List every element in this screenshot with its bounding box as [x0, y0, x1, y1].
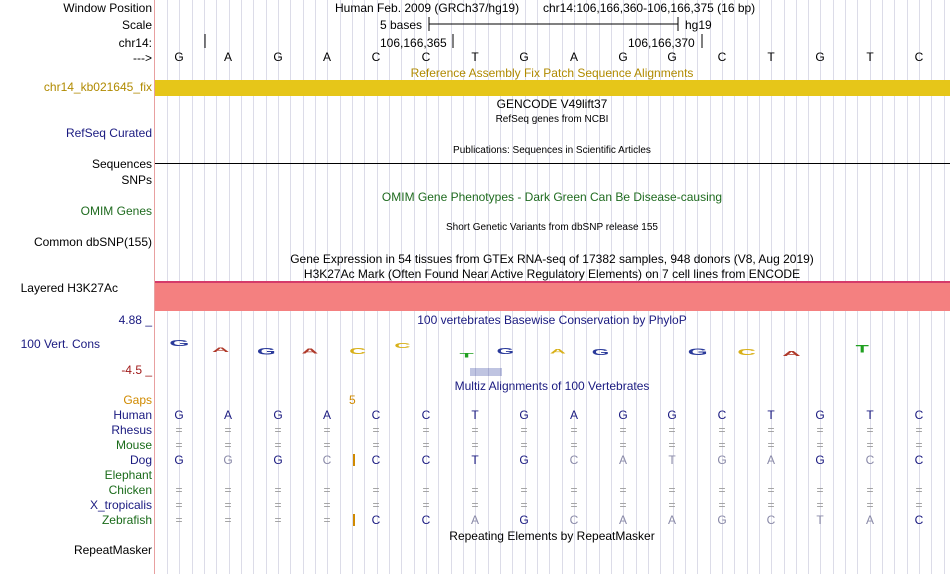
- alignment-base: =: [816, 438, 824, 452]
- alignment-base: =: [323, 513, 331, 527]
- alignment-base: =: [224, 513, 232, 527]
- reference-base: G: [667, 50, 677, 64]
- alignment-base: A: [618, 513, 627, 527]
- alignment-base: =: [718, 423, 726, 437]
- alignment-base: =: [175, 513, 183, 527]
- reference-base: A: [322, 50, 331, 64]
- alignment-base: G: [519, 453, 529, 467]
- svg-text:G: G: [169, 340, 190, 349]
- alignment-base: =: [718, 438, 726, 452]
- alignment-base: T: [668, 453, 676, 467]
- alignment-base: =: [175, 423, 183, 437]
- alignment-base: =: [422, 498, 430, 512]
- repeatmasker-label[interactable]: RepeatMasker: [73, 543, 152, 557]
- alignment-base: =: [274, 438, 282, 452]
- alignment-base: =: [520, 483, 528, 497]
- chr-label: chr14:: [118, 36, 152, 50]
- alignment-base: =: [866, 483, 874, 497]
- reference-base: A: [223, 50, 232, 64]
- snps-label[interactable]: SNPs: [121, 173, 152, 187]
- alignment-base: =: [274, 423, 282, 437]
- svg-text:A: A: [782, 349, 801, 358]
- alignment-base: A: [667, 513, 676, 527]
- alignment-base: A: [569, 408, 578, 422]
- position-range-text: chr14:106,166,360-106,166,375 (16 bp): [543, 1, 756, 15]
- species-label[interactable]: Elephant: [104, 468, 152, 482]
- species-label[interactable]: Chicken: [108, 483, 152, 497]
- alignment-base: =: [767, 438, 775, 452]
- alignment-base: =: [471, 483, 479, 497]
- alignment-base: G: [618, 408, 628, 422]
- svg-text:C: C: [737, 348, 756, 358]
- alignment-base: =: [668, 498, 676, 512]
- alignment-base: G: [519, 513, 529, 527]
- omim-label[interactable]: OMIM Genes: [80, 204, 152, 218]
- alignment-base: T: [471, 453, 479, 467]
- alignment-base: =: [915, 423, 923, 437]
- alignment-base: T: [816, 513, 824, 527]
- alignment-base: =: [816, 423, 824, 437]
- species-label[interactable]: Zebrafish: [101, 513, 152, 527]
- fix-patch-bar[interactable]: [155, 80, 950, 96]
- chr-tick-1: 106,166,365: [380, 36, 447, 50]
- alignment-base: =: [471, 438, 479, 452]
- alignment-base: =: [175, 483, 183, 497]
- alignment-base: =: [224, 423, 232, 437]
- alignment-base: G: [815, 408, 825, 422]
- strand-arrow-label: --->: [133, 51, 152, 65]
- reference-base: G: [273, 50, 283, 64]
- alignment-base: =: [224, 498, 232, 512]
- reference-base: C: [421, 50, 431, 64]
- alignment-base: T: [767, 408, 775, 422]
- alignment-base: A: [618, 453, 627, 467]
- alignment-base: =: [915, 438, 923, 452]
- omim-title: OMIM Gene Phenotypes - Dark Green Can Be Disease-causing: [381, 190, 723, 204]
- insertion-mark: [353, 454, 355, 466]
- alignment-base: =: [668, 423, 676, 437]
- alignment-base: =: [619, 438, 627, 452]
- alignment-base: =: [866, 498, 874, 512]
- alignment-base: =: [175, 498, 183, 512]
- alignment-base: =: [471, 498, 479, 512]
- alignment-base: G: [273, 453, 283, 467]
- alignment-base: G: [717, 513, 727, 527]
- sequences-track-line: [155, 163, 950, 164]
- species-label[interactable]: Mouse: [115, 438, 152, 452]
- h3k27ac-signal[interactable]: [155, 281, 950, 311]
- alignment-base: =: [520, 498, 528, 512]
- species-label[interactable]: Human: [113, 408, 152, 422]
- phylop-label[interactable]: 100 Vert. Cons: [20, 337, 100, 351]
- window-position-label: Window Position: [63, 1, 152, 15]
- alignment-base: C: [717, 408, 727, 422]
- reference-base: T: [471, 50, 479, 64]
- svg-text:G: G: [591, 347, 610, 357]
- reference-base: A: [569, 50, 578, 64]
- alignment-base: =: [619, 498, 627, 512]
- reference-base: C: [371, 50, 381, 64]
- svg-text:C: C: [349, 346, 367, 356]
- svg-text:T: T: [459, 351, 474, 360]
- alignment-base: A: [766, 453, 775, 467]
- alignment-base: G: [667, 408, 677, 422]
- alignment-base: A: [322, 408, 331, 422]
- phylop-min-label: -4.5 _: [121, 363, 152, 377]
- alignment-base: =: [866, 438, 874, 452]
- alignment-base: C: [865, 453, 875, 467]
- reference-base: G: [815, 50, 825, 64]
- scale-text: 5 bases: [380, 18, 423, 32]
- alignment-base: A: [470, 513, 479, 527]
- alignment-base: C: [421, 408, 431, 422]
- phylop-title: 100 vertebrates Basewise Conservation by PhyloP: [417, 313, 687, 327]
- publications-title: Publications: Sequences in Scientific Articles: [453, 145, 651, 156]
- h3k27ac-label[interactable]: Layered H3K27Ac: [20, 281, 118, 295]
- svg-text:C: C: [394, 341, 411, 350]
- alignment-base: C: [569, 453, 579, 467]
- alignment-base: C: [914, 408, 924, 422]
- alignment-base: =: [323, 483, 331, 497]
- multiz-title: Multiz Alignments of 100 Vertebrates: [454, 379, 650, 393]
- fix-patch-title: Reference Assembly Fix Patch Sequence Alignments: [410, 66, 694, 80]
- svg-text:A: A: [549, 348, 566, 356]
- svg-text:A: A: [301, 346, 319, 356]
- alignment-base: =: [866, 423, 874, 437]
- alignment-base: =: [422, 423, 430, 437]
- alignment-base: C: [914, 513, 924, 527]
- phylop-logo-track: [155, 340, 950, 376]
- assembly-text: Human Feb. 2009 (GRCh37/hg19): [335, 1, 520, 15]
- alignment-base: G: [223, 453, 233, 467]
- alignment-base: =: [372, 483, 380, 497]
- alignment-base: =: [224, 438, 232, 452]
- alignment-base: C: [371, 513, 381, 527]
- alignment-base: =: [372, 438, 380, 452]
- alignment-base: =: [471, 423, 479, 437]
- alignment-base: G: [174, 453, 184, 467]
- alignment-base: =: [323, 438, 331, 452]
- alignment-base: G: [174, 408, 184, 422]
- reference-base: G: [519, 50, 529, 64]
- alignment-base: =: [718, 498, 726, 512]
- scale-bar: [428, 16, 680, 32]
- species-label[interactable]: X_tropicalis: [89, 498, 152, 512]
- alignment-base: =: [323, 423, 331, 437]
- alignment-base: =: [372, 498, 380, 512]
- dbsnp-title: Short Genetic Variants from dbSNP release 155: [446, 222, 658, 233]
- alignment-base: =: [767, 498, 775, 512]
- alignment-base: =: [520, 423, 528, 437]
- phylop-max-label: 4.88 _: [118, 313, 152, 327]
- alignment-base: A: [223, 408, 232, 422]
- alignment-base: =: [816, 483, 824, 497]
- refseq-label[interactable]: RefSeq Curated: [65, 126, 152, 140]
- alignment-base: =: [175, 438, 183, 452]
- alignment-base: T: [866, 408, 874, 422]
- gap-count: 5: [349, 393, 356, 407]
- alignment-base: A: [865, 513, 874, 527]
- scale-db: hg19: [685, 18, 712, 32]
- alignment-base: =: [619, 423, 627, 437]
- alignment-base: =: [274, 483, 282, 497]
- gtex-title: Gene Expression in 54 tissues from GTEx RNA-seq of 17382 samples, 948 donors (V8, Aug 2019): [290, 252, 814, 266]
- reference-base: G: [618, 50, 628, 64]
- alignment-base: =: [915, 498, 923, 512]
- svg-text:G: G: [687, 347, 708, 358]
- svg-text:T: T: [855, 342, 869, 356]
- alignment-base: =: [619, 483, 627, 497]
- alignment-base: =: [570, 423, 578, 437]
- reference-base: T: [866, 50, 874, 64]
- alignment-base: =: [520, 438, 528, 452]
- alignment-base: =: [816, 498, 824, 512]
- alignment-base: C: [371, 408, 381, 422]
- refseq-title: RefSeq genes from NCBI: [495, 114, 609, 125]
- alignment-base: =: [274, 513, 282, 527]
- alignment-base: =: [767, 423, 775, 437]
- gencode-title: GENCODE V49lift37: [496, 97, 608, 111]
- repeatmasker-title: Repeating Elements by RepeatMasker: [449, 529, 655, 543]
- svg-text:A: A: [212, 346, 230, 354]
- alignment-base: C: [569, 513, 579, 527]
- alignment-base: =: [372, 423, 380, 437]
- alignment-base: =: [668, 438, 676, 452]
- gaps-label: Gaps: [123, 393, 152, 407]
- alignment-base: =: [570, 438, 578, 452]
- reference-base: G: [174, 50, 184, 64]
- alignment-base: C: [371, 453, 381, 467]
- alignment-base: =: [570, 498, 578, 512]
- svg-text:G: G: [496, 346, 515, 356]
- svg-text:G: G: [257, 346, 276, 357]
- alignment-base: C: [766, 513, 776, 527]
- alignment-base: T: [471, 408, 479, 422]
- alignment-base: C: [421, 513, 431, 527]
- reference-base: C: [914, 50, 924, 64]
- alignment-base: G: [717, 453, 727, 467]
- alignment-base: =: [224, 483, 232, 497]
- fix-patch-label[interactable]: chr14_kb021645_fix: [43, 80, 152, 94]
- alignment-base: C: [421, 453, 431, 467]
- h3k27ac-title: H3K27Ac Mark (Often Found Near Active Regulatory Elements) on 7 cell lines from ENCODE: [303, 267, 801, 281]
- alignment-base: =: [274, 498, 282, 512]
- alignment-base: =: [422, 483, 430, 497]
- alignment-base: C: [322, 453, 332, 467]
- alignment-base: =: [718, 483, 726, 497]
- reference-base: T: [767, 50, 775, 64]
- insertion-mark: [353, 514, 355, 526]
- dbsnp-label[interactable]: Common dbSNP(155): [33, 235, 152, 249]
- sequences-label[interactable]: Sequences: [91, 157, 152, 171]
- alignment-base: =: [668, 483, 676, 497]
- alignment-base: G: [815, 453, 825, 467]
- alignment-base: =: [915, 483, 923, 497]
- alignment-base: G: [273, 408, 283, 422]
- alignment-base: =: [767, 483, 775, 497]
- alignment-base: =: [570, 483, 578, 497]
- alignment-base: =: [323, 498, 331, 512]
- species-label[interactable]: Rhesus: [111, 423, 152, 437]
- species-label[interactable]: Dog: [129, 453, 152, 467]
- scale-label: Scale: [121, 18, 152, 32]
- chr-tick-2: 106,166,370: [628, 36, 695, 50]
- reference-base: C: [717, 50, 727, 64]
- alignment-base: =: [422, 438, 430, 452]
- alignment-base: C: [914, 453, 924, 467]
- alignment-base: G: [519, 408, 529, 422]
